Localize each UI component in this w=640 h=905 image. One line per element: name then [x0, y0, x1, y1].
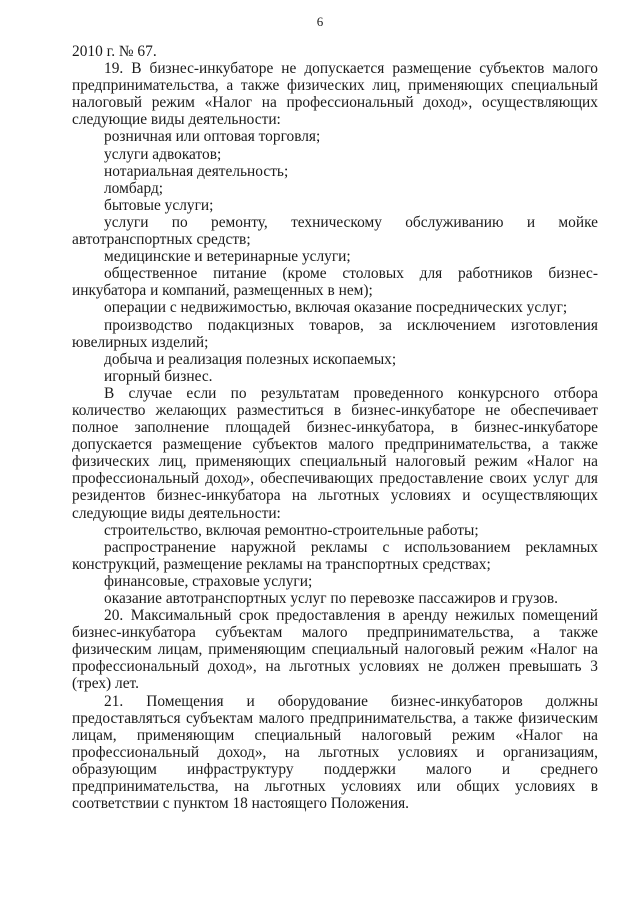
- list-item: распространение наружной рекламы с использованием рекламных конструкций, размещение рекламы на транспортных средствах;: [72, 538, 598, 573]
- list-item: общественное питание (кроме столовых для работников бизнес-инкубатора и компаний, размещенных в нем);: [72, 265, 598, 300]
- page-number: 6: [316, 14, 324, 29]
- paragraph-item-19: 19. В бизнес-инкубаторе не допускается размещение субъектов малого предпринимательства, а также физических лиц, применяющих специальный налоговый режим «Налог на профессиональный доход», осуществляющих следующие виды деятельности:: [72, 60, 598, 129]
- paragraph-item-21: 21. Помещения и оборудование бизнес-инкубаторов должны предоставляться субъектам малого предпринимательства, а также физическим лицам, применяющим специальный налоговый режим «Налог на профессиональный доход», на льготных условиях и организациям, образующим инфраструктуру поддержки малого и среднего предпринимательства, на льготных условиях или общих условиях в соответствии с пунктом 18 настоящего Положения.: [72, 692, 598, 813]
- list-item: розничная или оптовая торговля;: [104, 128, 321, 146]
- list-item: нотариальная деятельность;: [104, 162, 289, 180]
- list-item: игорный бизнес.: [104, 367, 213, 385]
- list-item: бытовые услуги;: [104, 196, 214, 214]
- list-item: строительство, включая ремонтно-строительные работы;: [104, 521, 479, 539]
- list-item: медицинские и ветеринарные услуги;: [104, 248, 351, 266]
- document-body: [72, 43, 598, 812]
- paragraph-item-20: 20. Максимальный срок предоставления в аренду нежилых помещений бизнес-инкубатора субъектам малого предпринимательства, а также физическим лицам, применяющим специальный налоговый режим «Налог на профессиональный доход», на льготных условиях не должен превышать 3 (трех) лет.: [72, 607, 598, 693]
- list-item: оказание автотранспортных услуг по перевозке пассажиров и грузов.: [104, 590, 558, 607]
- list-item: производство подакцизных товаров, за исключением изготовления ювелирных изделий;: [72, 316, 598, 351]
- list-item: операции с недвижимостью, включая оказание посреднических услуг;: [104, 299, 568, 317]
- paragraph-continuation: 2010 г. № 67.: [72, 43, 157, 60]
- list-item: услуги по ремонту, техническому обслуживанию и мойке автотранспортных средств;: [72, 213, 598, 249]
- list-item: финансовые, страховые услуги;: [104, 572, 313, 590]
- list-item: услуги адвокатов;: [104, 145, 222, 163]
- list-item: ломбард;: [104, 179, 164, 197]
- list-item: добыча и реализация полезных ископаемых;: [104, 350, 397, 368]
- paragraph: В случае если по результатам проведенного конкурсного отбора количество желающих разместиться в бизнес-инкубаторе не обеспечивает полное заполнение площадей бизнес-инкубатора, в бизнес-инкубаторе допускается размещение субъектов малого предпринимательства, а также физических лиц, применяющих специальный налоговый режим «Налог на профессиональный доход», обеспечивающих предоставление своих услуг для резидентов бизнес-инкубатора на льготных условиях и осуществляющих следующие виды деятельности:: [72, 384, 598, 522]
